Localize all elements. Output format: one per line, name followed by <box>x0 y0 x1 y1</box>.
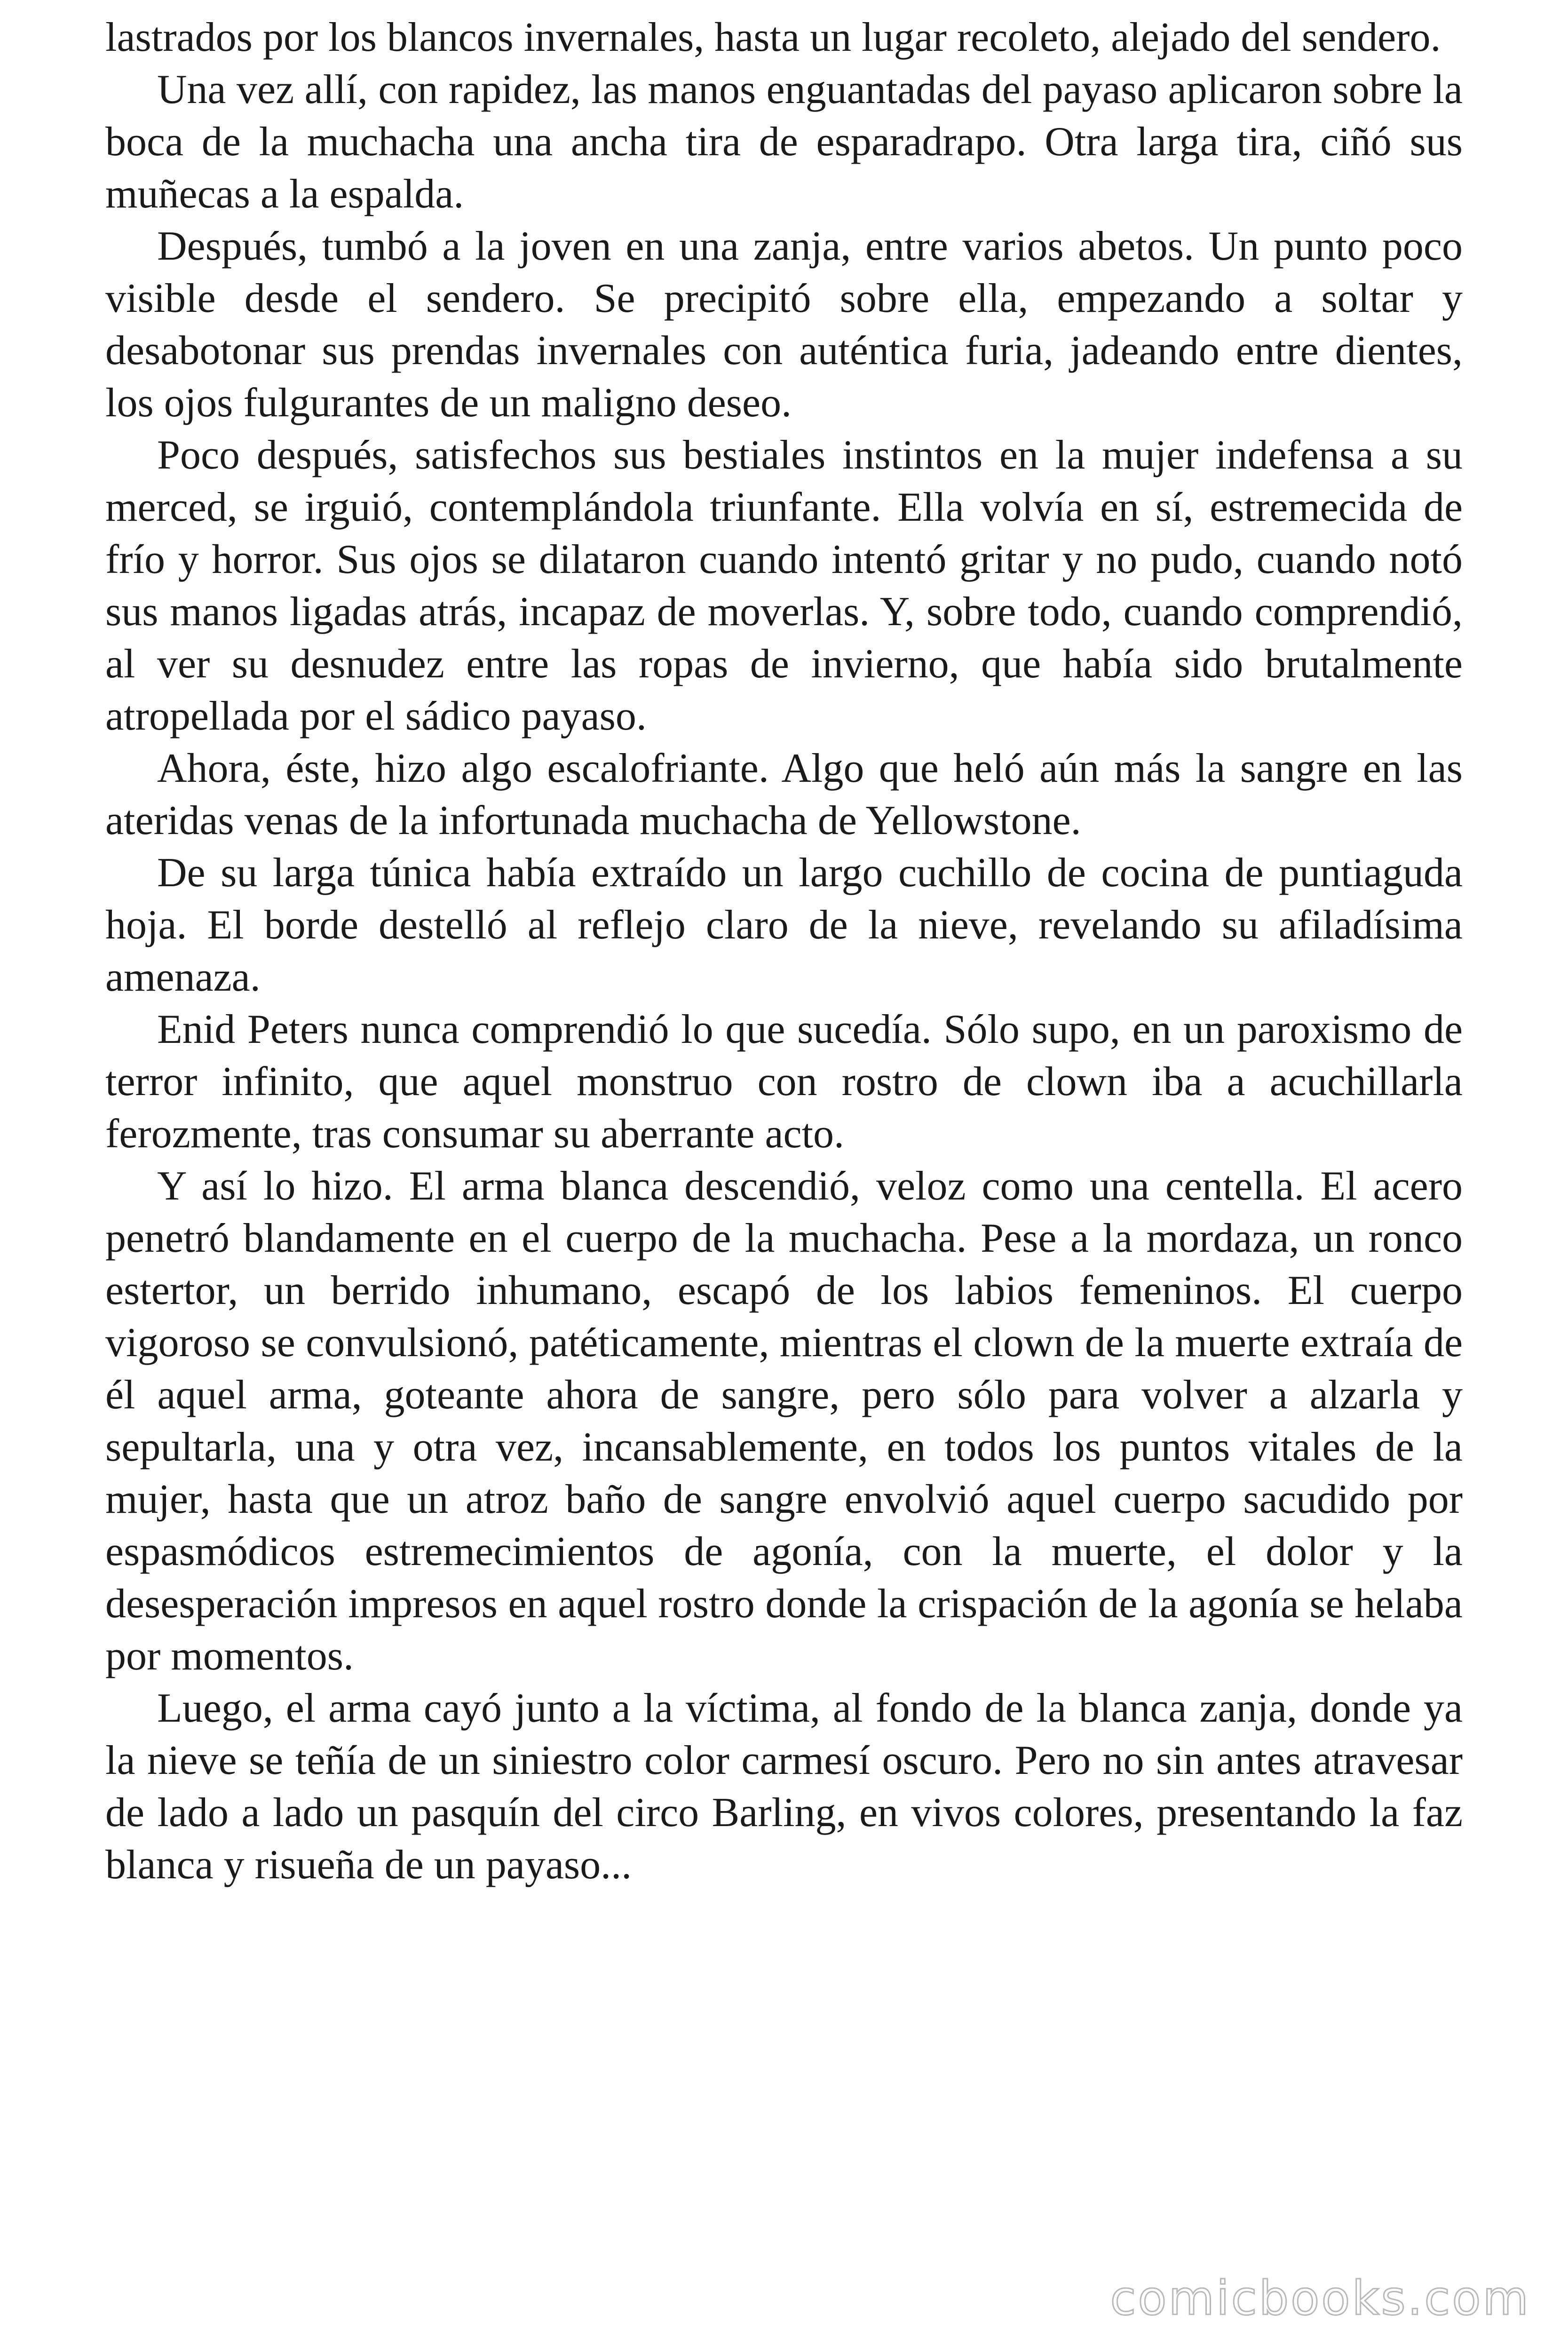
paragraph-1: lastrados por los blancos invernales, hasta un lugar recoleto, alejado del sendero. <box>105 15 1441 60</box>
paragraph-5: Ahora, éste, hizo algo escalofriante. Algo que heló aún más la sangre en las ateridas venas de la infortunada muchacha de Yellowstone. <box>105 746 1463 843</box>
paragraph-8: Y así lo hizo. El arma blanca descendió, veloz como una centella. El acero penetró blandamente en el cuerpo de la muchacha. Pese a la mordaza, un ronco estertor, un berrido inhumano, escapó de los labios femeninos. El cuerpo vigoroso se convulsionó, patéticamente, mientras el clown de la muerte extraía de él aquel arma, goteante ahora de sangre, pero sólo para volver a alzarla y sepultarla, una y otra vez, incansablemente, en todos los puntos vitales de la mujer, hasta que un atroz baño de sangre envolvió aquel cuerpo sacudido por espasmódicos estremecimientos de agonía, con la muerte, el dolor y la desesperación impresos en aquel rostro donde la crispación de la agonía se helaba por momentos. <box>105 1163 1463 1679</box>
paragraph-2: Una vez allí, con rapidez, las manos enguantadas del payaso aplicaron sobre la boca de la muchacha una ancha tira de esparadrapo. Otra larga tira, ciñó sus muñecas a la espalda. <box>105 67 1463 217</box>
watermark-logo: comicbooks.com <box>1110 2271 1530 2326</box>
page-body-text <box>105 11 1463 1891</box>
paragraph-3: Después, tumbó a la joven en una zanja, entre varios abetos. Un punto poco visible desde el sendero. Se precipitó sobre ella, empezando a soltar y desabotonar sus prendas invernales con auténtica furia, jadeando entre dientes, los ojos fulgurantes de un maligno deseo. <box>105 223 1463 426</box>
paragraph-9: Luego, el arma cayó junto a la víctima, al fondo de la blanca zanja, donde ya la nieve se teñía de un siniestro color carmesí oscuro. Pero no sin antes atravesar de lado a lado un pasquín del circo Barling, en vivos colores, presentando la faz blanca y risueña de un payaso... <box>105 1685 1463 1888</box>
paragraph-6: De su larga túnica había extraído un largo cuchillo de cocina de puntiaguda hoja. El borde destelló al reflejo claro de la nieve, revelando su afiladísima amenaza. <box>105 850 1463 1000</box>
paragraph-7: Enid Peters nunca comprendió lo que sucedía. Sólo supo, en un paroxismo de terror infinito, que aquel monstruo con rostro de clown iba a acuchillarla ferozmente, tras consumar su aberrante acto. <box>105 1007 1463 1157</box>
paragraph-4: Poco después, satisfechos sus bestiales instintos en la mujer indefensa a su merced, se irguió, contemplándola triunfante. Ella volvía en sí, estremecida de frío y horror. Sus ojos se dilataron cuando intentó gritar y no pudo, cuando notó sus manos ligadas atrás, incapaz de moverlas. Y, sobre todo, cuando comprendió, al ver su desnudez entre las ropas de invierno, que había sido brutalmente atropellada por el sádico payaso. <box>105 432 1463 739</box>
